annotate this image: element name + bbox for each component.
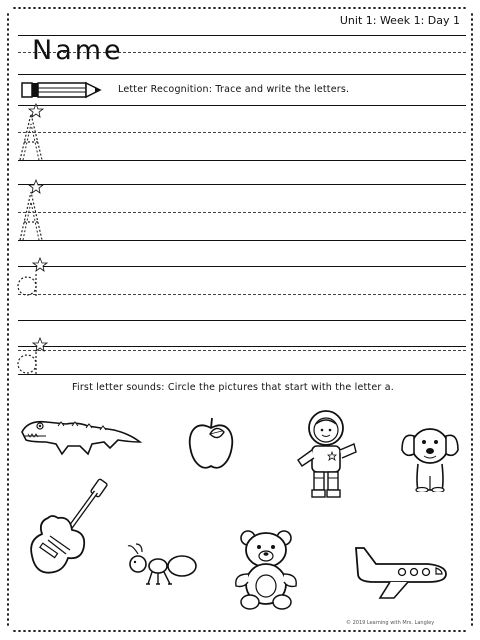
border-bottom-dots	[12, 630, 468, 632]
trace-letter-a-2[interactable]	[14, 336, 48, 378]
name-label: Name	[32, 35, 124, 66]
trace-letter-a-1[interactable]	[14, 256, 48, 300]
guitar-icon[interactable]	[24, 478, 110, 580]
apple-icon[interactable]	[186, 414, 236, 474]
astronaut-icon[interactable]	[292, 408, 362, 500]
first-letter-sounds-instruction: First letter sounds: Circle the pictures that start with the letter a.	[72, 382, 394, 393]
name-baseline[interactable]	[18, 74, 466, 75]
airplane-icon[interactable]	[350, 542, 450, 602]
ant-icon[interactable]	[122, 542, 200, 586]
border-top-dots	[12, 7, 468, 9]
unit-label: Unit 1: Week 1: Day 1	[339, 14, 460, 27]
alligator-icon[interactable]	[18, 412, 144, 460]
trace-letter-A-2[interactable]	[16, 178, 46, 242]
border-right-dots	[471, 12, 473, 628]
trace-letter-A-1[interactable]	[16, 102, 46, 162]
pencil-icon	[20, 80, 104, 100]
copyright-notice: © 2019 Learning with Mrs. Langley	[346, 620, 435, 626]
border-left-dots	[7, 12, 9, 628]
teddy-bear-icon[interactable]	[226, 526, 308, 610]
dog-icon[interactable]	[398, 420, 462, 492]
letter-recognition-instruction: Letter Recognition: Trace and write the letters.	[118, 84, 350, 95]
